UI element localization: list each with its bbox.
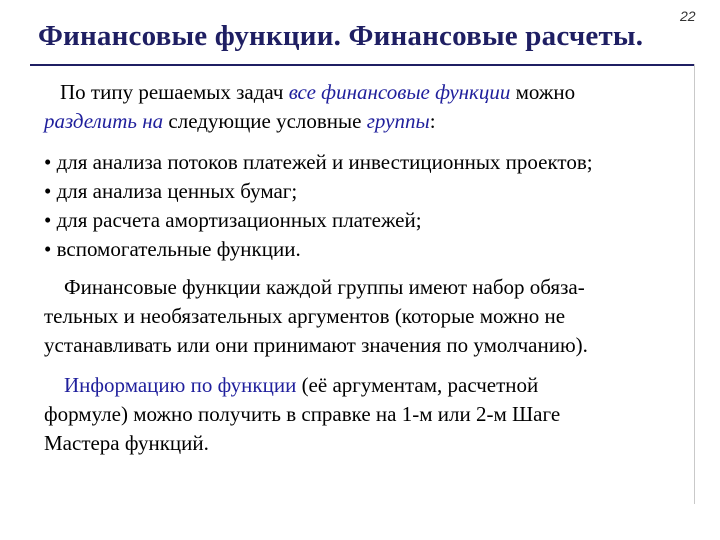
p2-line-3: устанавливать или они принимают значения по умолчанию). (44, 333, 588, 357)
bullet-item: • для расчета амортизационных платежей; (44, 208, 422, 232)
groups-bullet-list (44, 148, 684, 264)
bullet-item: • вспомогательные функции. (44, 237, 301, 261)
p2-line-1: Финансовые функции каждой группы имеют набор обяза- (64, 275, 585, 299)
p3-function-info-link: Информацию по функции (64, 373, 297, 397)
p3-line-1-rest: (её аргументам, расчетной (296, 373, 539, 397)
p2-line-2: тельных и необязательных аргументов (которые можно не (44, 304, 566, 328)
p3-line-3: Мастера функций. (44, 431, 209, 455)
p1-text-7: : (429, 109, 436, 133)
p1-text-3: можно (510, 80, 576, 104)
p1-text-1: По типу решаемых задач (60, 80, 289, 104)
paragraph-help-info (44, 371, 684, 458)
p1-text-5: следующие условные (163, 109, 367, 133)
p1-divide-into: разделить на (44, 109, 164, 133)
p3-line-2: формуле) можно получить в справке на 1-м или 2-м Шаге (44, 402, 561, 426)
bullet-item: • для анализа ценных бумаг; (44, 179, 298, 203)
p1-groups: группы (366, 109, 430, 133)
paragraph-function-groups (44, 78, 684, 136)
p1-all-functions: все финансовые функции (288, 80, 511, 104)
right-border-line (694, 64, 695, 504)
bullet-item: • для анализа потоков платежей и инвестиционных проектов; (44, 150, 593, 174)
title-underline (30, 64, 695, 66)
page-number: 22 (680, 8, 696, 24)
slide-title: Финансовые функции. Финансовые расчеты. (38, 20, 644, 52)
paragraph-arguments (44, 273, 684, 360)
